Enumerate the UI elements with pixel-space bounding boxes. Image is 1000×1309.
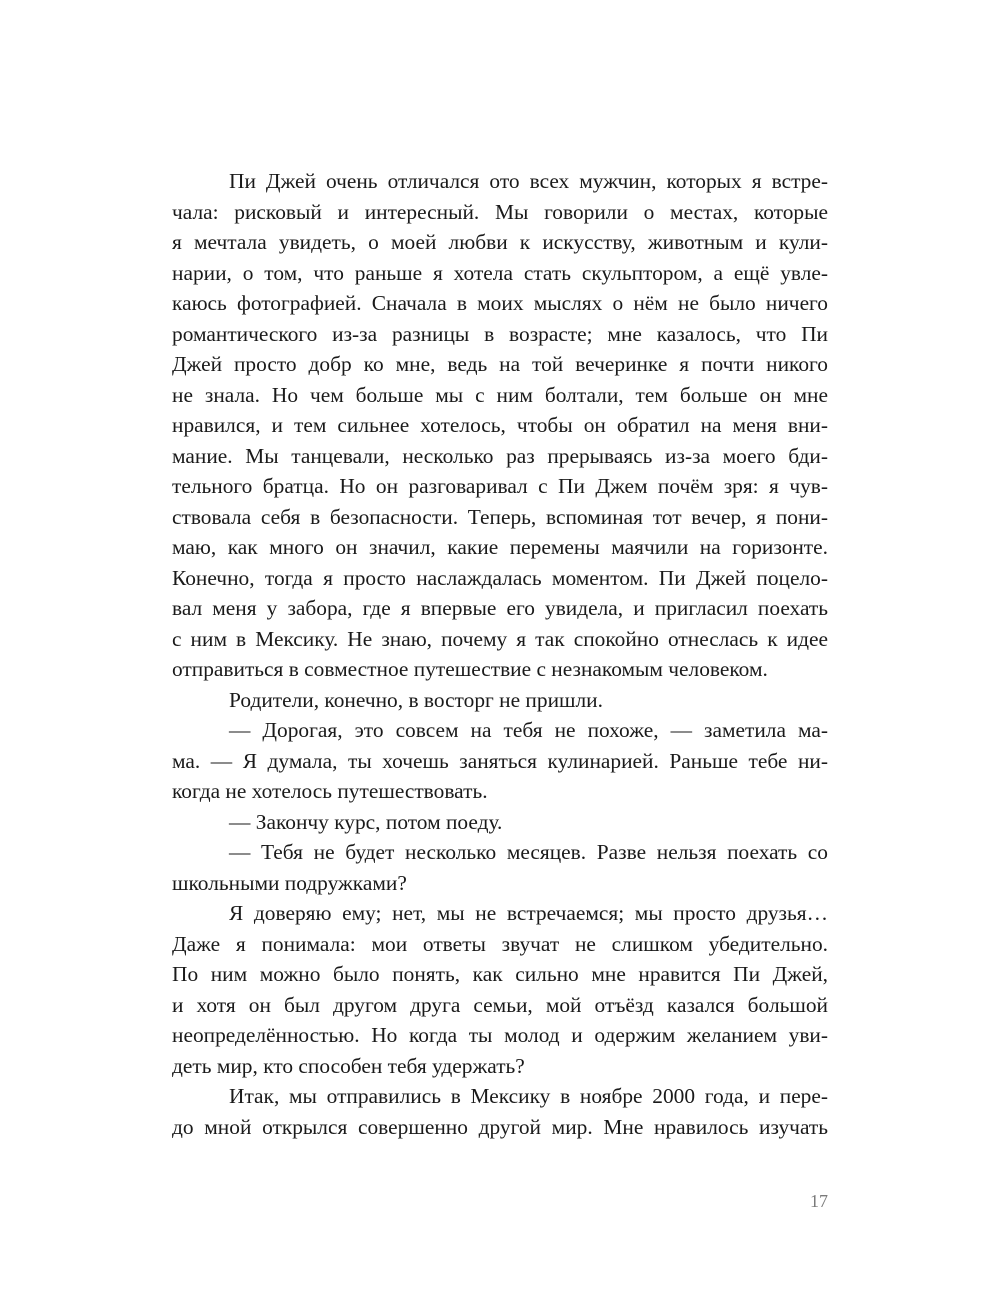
text-line: Итак, мы отправились в Мексику в ноябре 2000 года, и пере- <box>229 1084 828 1108</box>
text-line: Я доверяю ему; нет, мы не встречаемся; мы просто друзья… <box>229 901 828 925</box>
text-line: и хотя он был другом друга семьи, мой отъёзд казался большой <box>172 992 828 1017</box>
text-line: — Тебя не будет несколько месяцев. Разве нельзя поехать со <box>229 840 828 864</box>
body-text <box>172 166 828 1142</box>
text-line: ствовала себя в безопасности. Теперь, вспоминая тот вечер, я пони- <box>172 504 828 529</box>
text-line: каюсь фотографией. Сначала в моих мыслях о нём не было ничего <box>172 291 828 315</box>
text-line: тельного братца. Но он разговаривал с Пи Джем почём зря: я чув- <box>172 474 828 498</box>
text-line: Даже я понимала: мои ответы звучат не слишком убедительно. <box>172 931 828 956</box>
text-line: до мной открылся совершенно другой мир. Мне нравилось изучать <box>172 1114 828 1139</box>
text-line: ма. — Я думала, ты хочешь заняться кулинарией. Раньше тебе ни- <box>172 748 828 773</box>
text-line: Пи Джей очень отличался ото всех мужчин, которых я встре- <box>229 169 828 193</box>
text-line: маю, как много он значил, какие перемены маячили на горизонте. <box>172 535 828 559</box>
page-number: 17 <box>810 1191 828 1211</box>
text-line: — Дорогая, это совсем на тебя не похоже, — заметила ма- <box>229 718 828 742</box>
text-line: с ним в Мексику. Не знаю, почему я так спокойно отнеслась к идее <box>172 626 828 651</box>
text-line: романтического из-за разницы в возрасте; мне казалось, что Пи <box>172 321 828 346</box>
text-line: мание. Мы танцевали, несколько раз прерываясь из-за моего бди- <box>172 443 828 468</box>
text-line: — Закончу курс, потом поеду. <box>229 809 503 834</box>
text-line: Джей просто добр ко мне, ведь на той вечеринке я почти никого <box>172 352 828 376</box>
text-line: я мечтала увидеть, о моей любви к искусству, животным и кули- <box>172 230 828 254</box>
text-line: деть мир, кто способен тебя удержать? <box>172 1053 525 1078</box>
text-line: вал меня у забора, где я впервые его увидела, и пригласил поехать <box>172 596 828 620</box>
text-line: По ним можно было понять, как сильно мне нравится Пи Джей, <box>172 962 828 986</box>
text-line: отправиться в совместное путешествие с незнакомым человеком. <box>172 657 768 681</box>
text-line: чала: рисковый и интересный. Мы говорили о местах, которые <box>172 199 828 224</box>
text-line: Родители, конечно, в восторг не пришли. <box>229 687 603 712</box>
text-line: Конечно, тогда я просто наслаждалась моментом. Пи Джей поцело- <box>172 565 828 590</box>
text-line: нарии, о том, что раньше я хотела стать скульптором, а ещё увле- <box>172 260 828 285</box>
text-line: школьными подружками? <box>172 870 407 895</box>
text-line: неопределённостью. Но когда ты молод и одержим желанием уви- <box>172 1023 828 1047</box>
text-line: когда не хотелось путешествовать. <box>172 779 488 803</box>
text-line: не знала. Но чем больше мы с ним болтали, тем больше он мне <box>172 382 828 407</box>
text-line: нравился, и тем сильнее хотелось, чтобы он обратил на меня вни- <box>172 413 828 437</box>
